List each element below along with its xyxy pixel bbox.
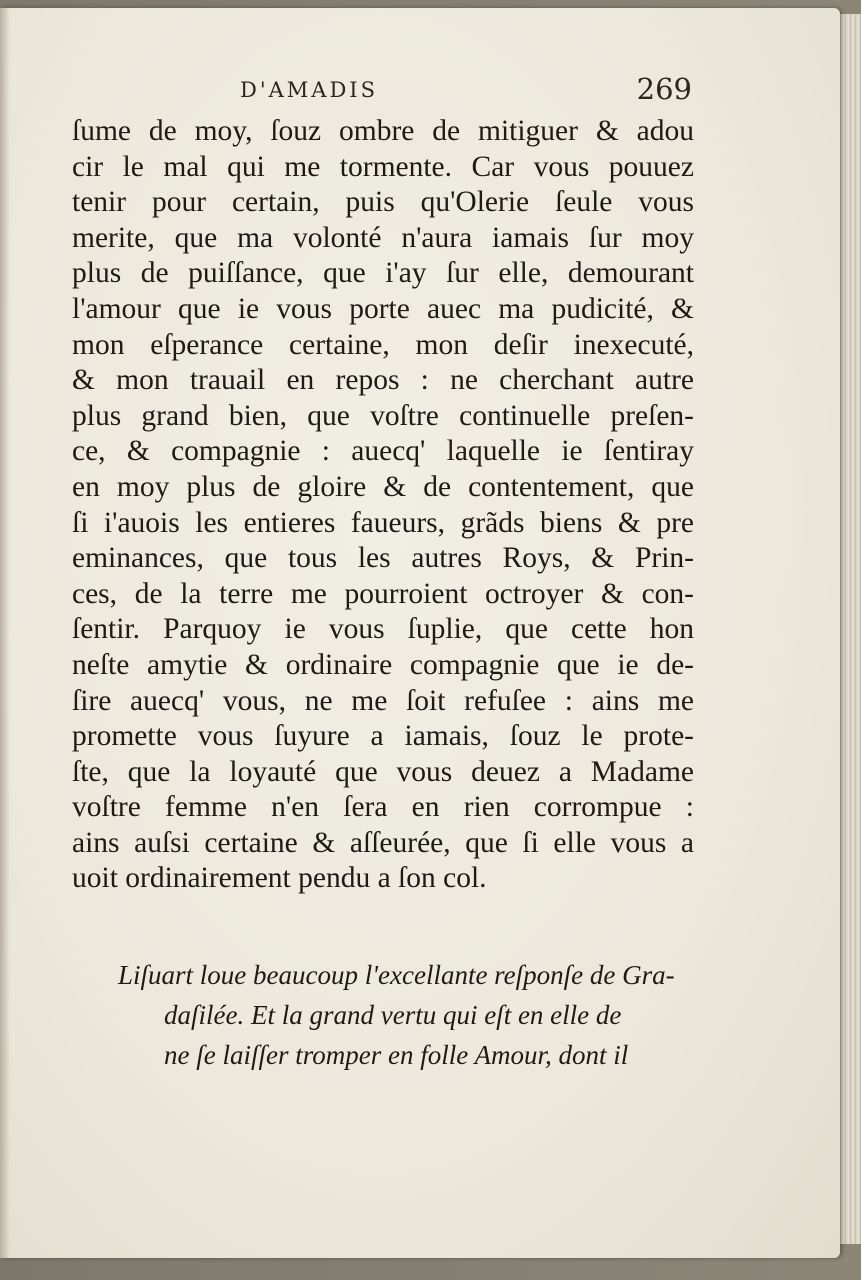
- page-gutter: [0, 8, 10, 1258]
- body-line: uoit ordinairement pendu a ſon col.: [72, 862, 487, 895]
- page-number: 269: [636, 72, 692, 106]
- body-line: neſte amytie & ordinaire compagnie que ie de-: [72, 648, 694, 681]
- running-head: D'AMADIS: [240, 78, 378, 102]
- body-line: cir le mal qui me tormente. Car vous pouuez: [72, 150, 694, 183]
- body-line: tenir pour certain, puis qu'Olerie ſeule vous: [72, 186, 694, 219]
- body-line: ſume de moy, ſouz ombre de mitiguer & adou: [72, 115, 694, 147]
- body-text: [72, 114, 694, 897]
- page-header: [72, 72, 692, 116]
- body-line: plus grand bien, que voſtre continuelle preſen-: [72, 399, 694, 432]
- body-line: ſentir. Parquoy ie vous ſuplie, que cette hon: [72, 613, 694, 646]
- body-line: ſi i'auois les entieres faueurs, grãds biens & pre: [72, 506, 694, 539]
- body-line: merite, que ma volonté n'aura iamais ſur moy: [72, 221, 694, 254]
- body-line: ains auſsi certaine & aſſeurée, que ſi elle vous a: [72, 826, 694, 859]
- body-line: ſte, que la loyauté que vous deuez a Madame: [72, 755, 694, 788]
- body-line: promette vous ſuyure a iamais, ſouz le prote-: [72, 720, 694, 753]
- summary-line: ne ſe laiſſer tromper en folle Amour, dont il: [164, 1040, 629, 1070]
- body-line: eminances, que tous les autres Roys, & Prin-: [72, 542, 694, 575]
- body-line: ce, & compagnie : auecq' laquelle ie ſentiray: [72, 435, 694, 468]
- body-line: & mon trauail en repos : ne cherchant autre: [72, 364, 694, 397]
- summary-line: daſilée. Et la grand vertu qui eſt en elle de: [164, 1000, 622, 1030]
- body-line: voſtre femme n'en ſera en rien corrompue :: [72, 791, 694, 824]
- body-line: en moy plus de gloire & de contentement, que: [72, 470, 694, 503]
- chapter-summary: [118, 955, 698, 1075]
- body-line: plus de puiſſance, que i'ay ſur elle, demourant: [72, 257, 694, 290]
- summary-line: Liſuart loue beaucoup l'excellante reſponſe de Gra-: [118, 960, 675, 990]
- body-line: ces, de la terre me pourroient octroyer & con-: [72, 577, 694, 610]
- body-line: mon eſperance certaine, mon deſir inexecuté,: [72, 328, 694, 361]
- body-line: l'amour que ie vous porte auec ma pudicité, &: [72, 292, 694, 325]
- body-line: ſire auecq' vous, ne me ſoit refuſee : ains me: [72, 684, 694, 717]
